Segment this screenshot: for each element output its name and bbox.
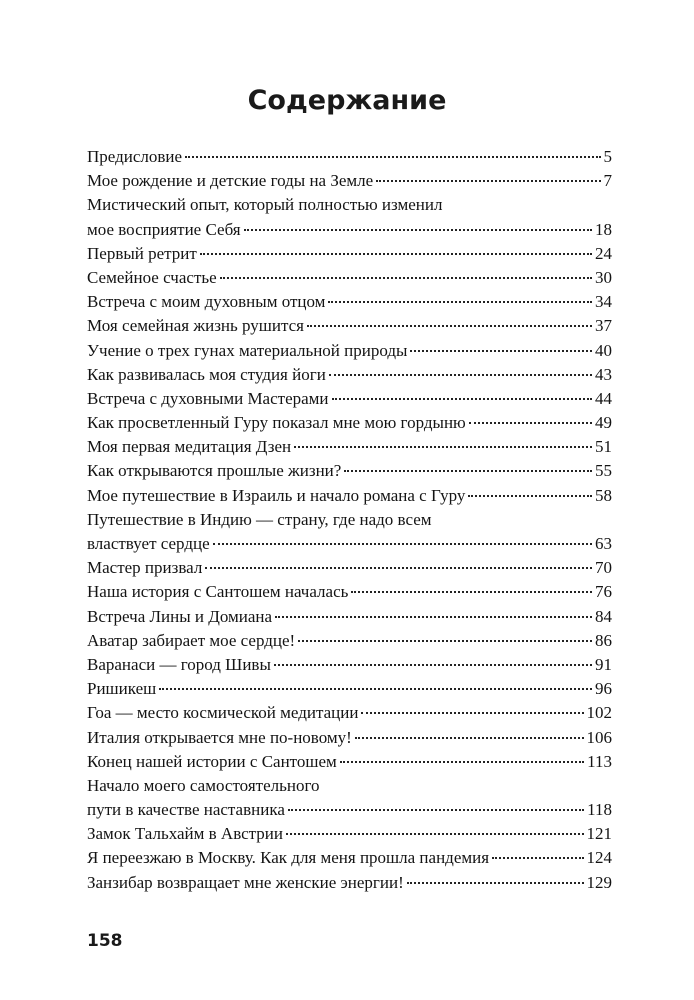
toc-entry-title: Начало моего самостоятельного (87, 775, 320, 795)
toc-page-number: 7 (603, 171, 612, 191)
dot-leader (344, 470, 592, 472)
dot-leader (294, 446, 592, 448)
toc-entry (87, 387, 612, 411)
toc-entry-title: Италия открывается мне по-новому! (87, 727, 352, 747)
toc-entry (87, 339, 612, 363)
toc-line (87, 266, 612, 290)
dot-leader (213, 543, 592, 545)
toc-entry (87, 484, 612, 508)
toc-line (87, 411, 612, 435)
toc-page-number: 129 (586, 872, 612, 892)
dot-leader (468, 495, 592, 497)
toc-line (87, 532, 612, 556)
toc-page-number: 113 (587, 751, 612, 771)
toc-entry (87, 774, 612, 822)
toc-page-number: 106 (586, 727, 612, 747)
toc-entry (87, 605, 612, 629)
dot-leader (407, 882, 584, 884)
toc-entry (87, 822, 612, 846)
toc-line (87, 387, 612, 411)
toc-entry (87, 459, 612, 483)
toc-line-continued (87, 193, 612, 217)
toc-entry-title: Учение о трех гунах материальной природы (87, 340, 408, 360)
toc-line (87, 798, 612, 822)
toc-page-number: 86 (595, 630, 612, 650)
toc-page-number: 63 (595, 534, 612, 553)
toc-page-number: 30 (595, 267, 612, 287)
toc-entry (87, 846, 612, 870)
dot-leader (274, 664, 592, 666)
toc-entry (87, 169, 612, 193)
toc-entry (87, 242, 612, 266)
toc-line (87, 169, 612, 193)
toc-page-number: 18 (595, 219, 612, 239)
dot-leader (376, 180, 600, 182)
toc-page-number: 43 (595, 364, 612, 384)
toc-line (87, 242, 612, 266)
dot-leader (275, 616, 592, 618)
toc-page-number: 76 (595, 582, 612, 602)
toc-entry (87, 290, 612, 314)
toc-entry-title: Мистический опыт, который полностью изменил (87, 195, 443, 215)
dot-leader (410, 350, 592, 352)
toc-line (87, 459, 612, 483)
toc-page-number: 55 (595, 461, 612, 481)
toc-page-number: 34 (595, 292, 612, 312)
toc-entry-title: Встреча с духовными Мастерами (87, 388, 329, 408)
toc-entry (87, 145, 612, 169)
toc-line-continued (87, 774, 612, 798)
toc-entry-title: Занзибар возвращает мне женские энергии! (87, 872, 404, 892)
toc-line (87, 314, 612, 338)
toc-entry (87, 435, 612, 459)
toc-entry-title: Аватар забирает мое сердце! (87, 630, 296, 650)
dot-leader (492, 857, 583, 859)
dot-leader (469, 422, 592, 424)
dot-leader (244, 229, 592, 231)
toc-entry (87, 266, 612, 290)
toc-entry (87, 193, 612, 241)
dot-leader (340, 761, 584, 763)
toc-line (87, 339, 612, 363)
toc-entry-title: Конец нашей истории с Сантошем (87, 751, 337, 771)
toc-entry-title: Путешествие в Индию — страну, где надо всем (87, 509, 432, 529)
toc-line (87, 677, 612, 701)
toc-entry (87, 411, 612, 435)
dot-leader (185, 156, 600, 158)
dot-leader (298, 640, 592, 642)
toc-line (87, 435, 612, 459)
dot-leader (286, 833, 583, 835)
toc-line (87, 822, 612, 846)
toc-entry-title: пути в качестве наставника (87, 800, 285, 820)
dot-leader (307, 325, 592, 327)
dot-leader (328, 301, 592, 303)
toc-entry (87, 677, 612, 701)
toc-entry-title: Ришикеш (87, 679, 157, 699)
toc-line (87, 846, 612, 870)
toc-line (87, 363, 612, 387)
toc-page-number: 124 (586, 848, 612, 868)
toc-entry-title: Гоа — место космической медитации (87, 703, 359, 723)
dot-leader (351, 591, 592, 593)
toc-line (87, 726, 612, 750)
toc-entry (87, 556, 612, 580)
toc-page-number: 118 (587, 800, 612, 820)
dot-leader (361, 712, 583, 714)
toc-line (87, 701, 612, 725)
toc-entry (87, 701, 612, 725)
toc-entry (87, 580, 612, 604)
dot-leader (205, 567, 592, 569)
toc-line (87, 580, 612, 604)
toc-entry-title: Моя семейная жизнь рушится (87, 316, 304, 336)
toc-page-number: 84 (595, 606, 612, 626)
dot-leader (332, 398, 592, 400)
dot-leader (355, 737, 584, 739)
toc-entry (87, 363, 612, 387)
toc-entry-title: Первый ретрит (87, 243, 197, 263)
toc-page-number: 96 (595, 679, 612, 699)
toc-page-number: 121 (586, 824, 612, 844)
toc-entry-title: Моя первая медитация Дзен (87, 437, 292, 457)
toc-entry-title: Встреча Лины и Домиана (87, 606, 273, 626)
toc-entry (87, 629, 612, 653)
toc-page-number: 44 (595, 388, 612, 408)
toc-entry (87, 726, 612, 750)
dot-leader (159, 688, 592, 690)
table-of-contents (87, 145, 612, 895)
toc-entry-title: Предисловие (87, 147, 183, 166)
toc-page-number: 37 (595, 316, 612, 336)
toc-entry (87, 653, 612, 677)
dot-leader (329, 374, 592, 376)
toc-line (87, 750, 612, 774)
toc-line (87, 290, 612, 314)
toc-entry-title: мое восприятие Себя (87, 219, 241, 239)
page-title: Содержание (247, 85, 447, 116)
toc-entry (87, 508, 612, 556)
toc-entry (87, 871, 612, 895)
toc-page-number: 51 (595, 437, 612, 457)
toc-entry-title: Я переезжаю в Москву. Как для меня прошла пандемия (87, 848, 490, 868)
toc-line (87, 605, 612, 629)
toc-entry-title: Мастер призвал (87, 558, 203, 578)
toc-page-number: 24 (595, 243, 612, 263)
toc-page-number: 102 (586, 703, 612, 723)
toc-entry-title: властвует сердце (87, 534, 210, 553)
toc-entry-title: Замок Тальхайм в Австрии (87, 824, 284, 844)
toc-line (87, 218, 612, 242)
toc-line (87, 653, 612, 677)
page-number: 158 (87, 931, 123, 951)
toc-page-number: 5 (603, 147, 612, 166)
toc-page-number: 58 (595, 485, 612, 505)
toc-entry-title: Как открываются прошлые жизни? (87, 461, 342, 481)
toc-entry-title: Варанаси — город Шивы (87, 654, 271, 674)
toc-page-number: 91 (595, 654, 612, 674)
toc-entry-title: Как развивалась моя студия йоги (87, 364, 326, 384)
dot-leader (220, 277, 592, 279)
toc-entry-title: Встреча с моим духовным отцом (87, 292, 326, 312)
toc-page-number: 70 (595, 558, 612, 578)
toc-page-number: 40 (595, 340, 612, 360)
toc-line (87, 484, 612, 508)
dot-leader (288, 809, 584, 811)
toc-entry (87, 750, 612, 774)
toc-entry (87, 314, 612, 338)
toc-entry-title: Наша история с Сантошем началась (87, 582, 349, 602)
dot-leader (200, 253, 592, 255)
toc-entry-title: Мое путешествие в Израиль и начало романа с Гуру (87, 485, 466, 505)
toc-line (87, 145, 612, 169)
toc-page-number: 49 (595, 413, 612, 433)
toc-entry-title: Семейное счастье (87, 267, 217, 287)
toc-line (87, 871, 612, 895)
toc-line (87, 556, 612, 580)
toc-entry-title: Мое рождение и детские годы на Земле (87, 171, 374, 191)
toc-line (87, 629, 612, 653)
toc-line-continued (87, 508, 612, 532)
toc-entry-title: Как просветленный Гуру показал мне мою гордыню (87, 413, 466, 433)
